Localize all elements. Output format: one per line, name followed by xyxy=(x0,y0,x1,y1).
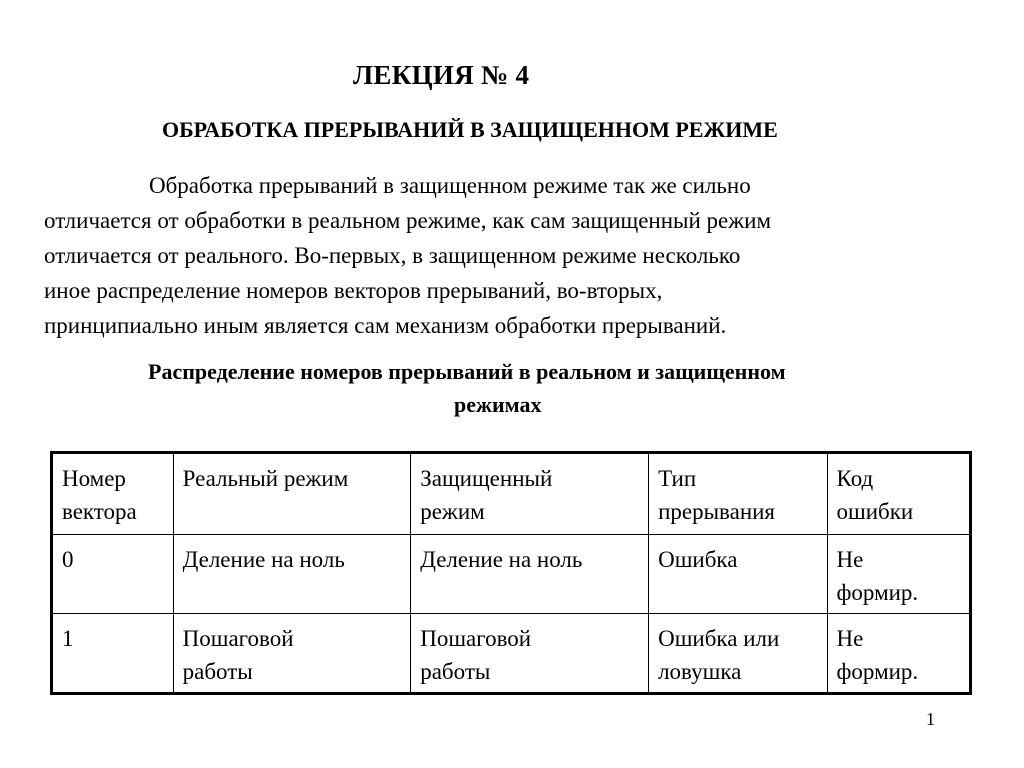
cell-real-mode xyxy=(173,614,411,694)
paragraph-line: отличается от реального. Во-первых, в защищенном режиме несколько xyxy=(44,243,741,268)
page-number: 1 xyxy=(926,709,935,729)
cell-line: Реальный режим xyxy=(182,466,349,491)
cell-line: Деление на ноль xyxy=(182,547,345,572)
intro-paragraph xyxy=(44,168,984,343)
cell-line: Тип xyxy=(658,466,697,491)
cell-line: Пошаговой xyxy=(420,626,532,651)
paragraph-line: иное распределение номеров векторов прерываний, во-вторых, xyxy=(44,278,663,303)
paragraph-line: Обработка прерываний в защищенном режиме так же сильно xyxy=(149,173,751,198)
cell-line: Деление на ноль xyxy=(420,547,583,572)
header-cell-real-mode xyxy=(173,453,411,535)
header-cell-vector-number xyxy=(52,453,174,535)
interrupt-vectors-table xyxy=(50,451,972,695)
cell-protected-mode xyxy=(411,535,649,614)
cell-line: Не xyxy=(836,626,864,651)
paragraph-line: отличается от обработки в реальном режиме, как сам защищенный режим xyxy=(44,208,772,233)
table-row xyxy=(52,614,971,694)
cell-error-code xyxy=(827,535,970,614)
paragraph-line: принципиально иным является сам механизм обработки прерываний. xyxy=(44,313,727,338)
cell-line: Код xyxy=(836,466,874,491)
cell-line: ловушка xyxy=(658,659,742,684)
cell-line: вектора xyxy=(62,499,137,524)
table-row xyxy=(52,535,971,614)
cell-line: Ошибка или xyxy=(658,626,780,651)
caption-line: Распределение номеров прерываний в реальном и защищенном xyxy=(148,359,786,384)
cell-line: Не xyxy=(836,547,864,572)
cell-line: работы xyxy=(182,659,253,684)
cell-line: Защищенный xyxy=(420,466,553,491)
lecture-subtitle: ОБРАБОТКА ПРЕРЫВАНИЙ В ЗАЩИЩЕННОМ РЕЖИМЕ xyxy=(162,117,778,142)
cell-vector-number xyxy=(52,614,174,694)
cell-line: Номер xyxy=(62,466,126,491)
cell-vector-number xyxy=(52,535,174,614)
cell-interrupt-type xyxy=(649,614,827,694)
cell-line: 0 xyxy=(62,547,74,572)
cell-line: ошибки xyxy=(836,499,914,524)
cell-line: Ошибка xyxy=(658,547,738,572)
header-cell-error-code xyxy=(827,453,970,535)
header-cell-protected-mode xyxy=(411,453,649,535)
cell-interrupt-type xyxy=(649,535,827,614)
table-header-row xyxy=(52,453,971,535)
cell-line: 1 xyxy=(62,626,74,651)
cell-real-mode xyxy=(173,535,411,614)
cell-error-code xyxy=(827,614,970,694)
table-caption xyxy=(40,355,984,421)
caption-line: режимах xyxy=(454,392,542,417)
cell-line: прерывания xyxy=(658,499,776,524)
cell-line: работы xyxy=(420,659,491,684)
lecture-title: ЛЕКЦИЯ № 4 xyxy=(353,60,530,90)
cell-line: режим xyxy=(420,499,485,524)
cell-line: формир. xyxy=(836,580,919,605)
cell-protected-mode xyxy=(411,614,649,694)
header-cell-interrupt-type xyxy=(649,453,827,535)
cell-line: Пошаговой xyxy=(182,626,294,651)
cell-line: формир. xyxy=(836,659,919,684)
